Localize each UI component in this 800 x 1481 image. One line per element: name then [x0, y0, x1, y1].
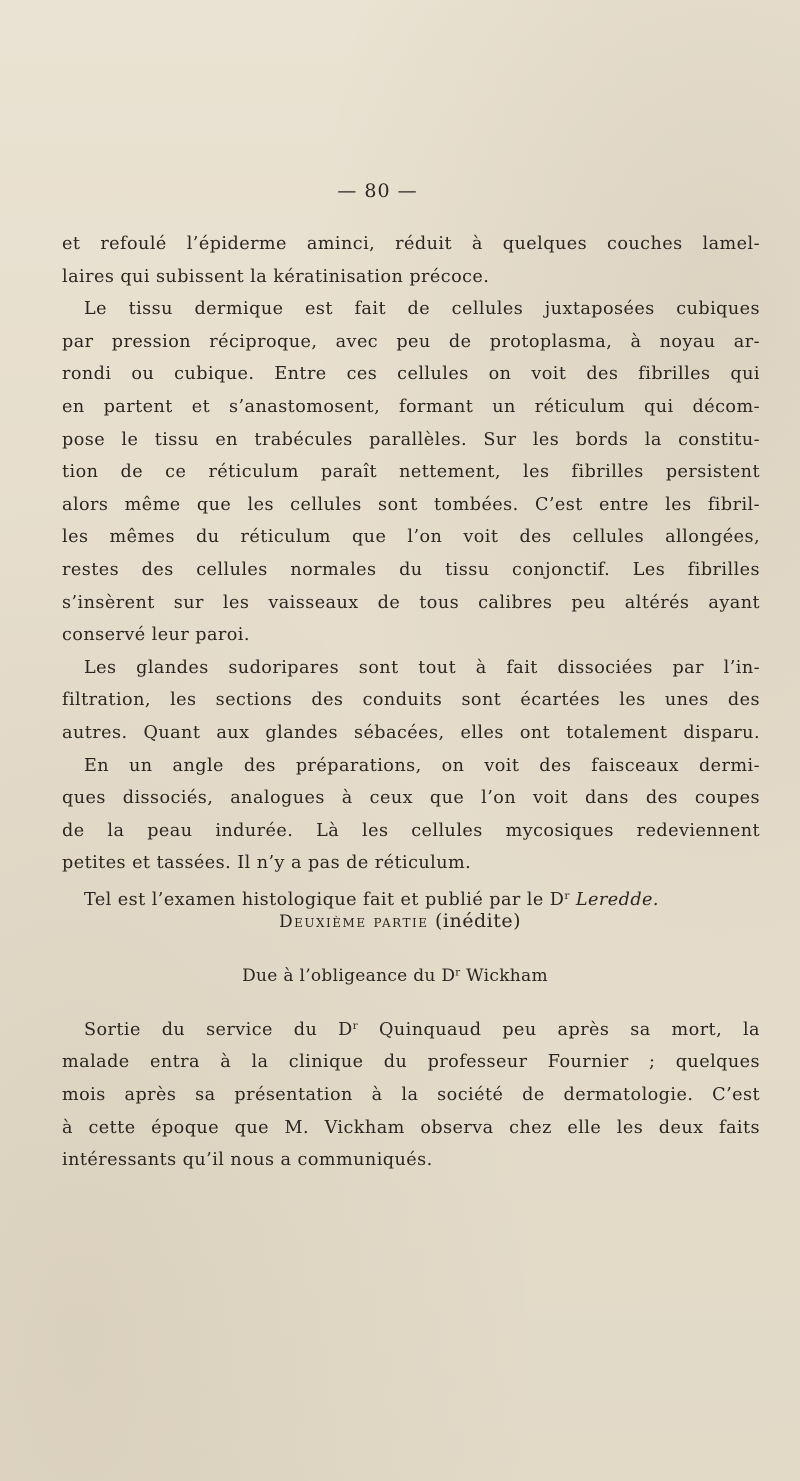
section-title-label: Deuxième partie	[278, 912, 429, 932]
body-text-upper	[62, 228, 760, 916]
text-line: autres. Quant aux glandes sébacées, elles ont totalement disparu.	[62, 722, 760, 743]
text-line: conservé leur paroi.	[62, 625, 250, 646]
text-segment: Due à l’obligeance du D	[242, 966, 456, 986]
text-line: à cette époque que M. Vickham observa chez elle les deux faits	[62, 1117, 760, 1138]
superscript: r	[455, 967, 461, 979]
text-line: alors même que les cellules sont tombées. C’est entre les fibril-	[62, 494, 760, 515]
text-line: Les glandes sudoripares sont tout à fait dissociées par l’in-	[84, 657, 760, 678]
page-number: — 80 —	[337, 180, 418, 202]
superscript: r	[564, 889, 570, 902]
text-line	[62, 1010, 760, 1046]
text-line: s’insèrent sur les vaisseaux de tous calibres peu altérés ayant	[62, 592, 760, 613]
text-line: de la peau indurée. Là les cellules mycosiques redeviennent	[62, 820, 760, 841]
text-line: En un angle des préparations, on voit des faisceaux dermi-	[84, 755, 760, 776]
text-line: mois après sa présentation à la société de dermatologie. C’est	[62, 1084, 760, 1105]
text-line: en partent et s’anastomosent, formant un réticulum qui décom-	[62, 396, 760, 417]
text-segment: Tel est l’examen histologique fait et publié par le D	[84, 889, 565, 910]
text-line: ques dissociés, analogues à ceux que l’on voit dans des coupes	[62, 788, 760, 809]
section-subtitle	[0, 966, 790, 986]
superscript: r	[352, 1020, 359, 1032]
text-line: les mêmes du réticulum que l’on voit des cellules allongées,	[62, 527, 760, 548]
text-line: petites et tassées. Il n’y a pas de réticulum.	[62, 853, 472, 874]
section-title	[0, 910, 800, 932]
text-line: rondi ou cubique. Entre ces cellules on voit des fibrilles qui	[62, 364, 760, 385]
section-title-paren: (inédite)	[435, 910, 522, 932]
text-segment: Quinquaud peu après sa mort, la	[379, 1019, 760, 1040]
text-line: tion de ce réticulum paraît nettement, les fibrilles persistent	[62, 462, 760, 483]
subtitle-name: Wickham	[466, 966, 548, 986]
text-line: restes des cellules normales du tissu conjonctif. Les fibrilles	[62, 559, 760, 580]
text-line: intéressants qu’il nous a communiqués.	[62, 1150, 433, 1171]
author-name: Leredde.	[575, 889, 659, 910]
text-line: laires qui subissent la kératinisation précoce.	[62, 266, 490, 287]
text-segment: Sortie du service du D	[84, 1019, 353, 1040]
text-line: filtration, les sections des conduits sont écartées les unes des	[62, 690, 760, 711]
text-line: et refoulé l’épiderme aminci, réduit à quelques couches lamel-	[62, 234, 760, 254]
text-line: malade entra à la clinique du professeur Fournier ; quelques	[62, 1052, 760, 1073]
text-line: pose le tissu en trabécules parallèles. Sur les bords la constitu-	[62, 429, 760, 450]
body-text-lower	[62, 1010, 760, 1177]
text-line: Le tissu dermique est fait de cellules juxtaposées cubiques	[84, 299, 760, 320]
text-line: par pression réciproque, avec peu de protoplasma, à noyau ar-	[62, 331, 760, 352]
